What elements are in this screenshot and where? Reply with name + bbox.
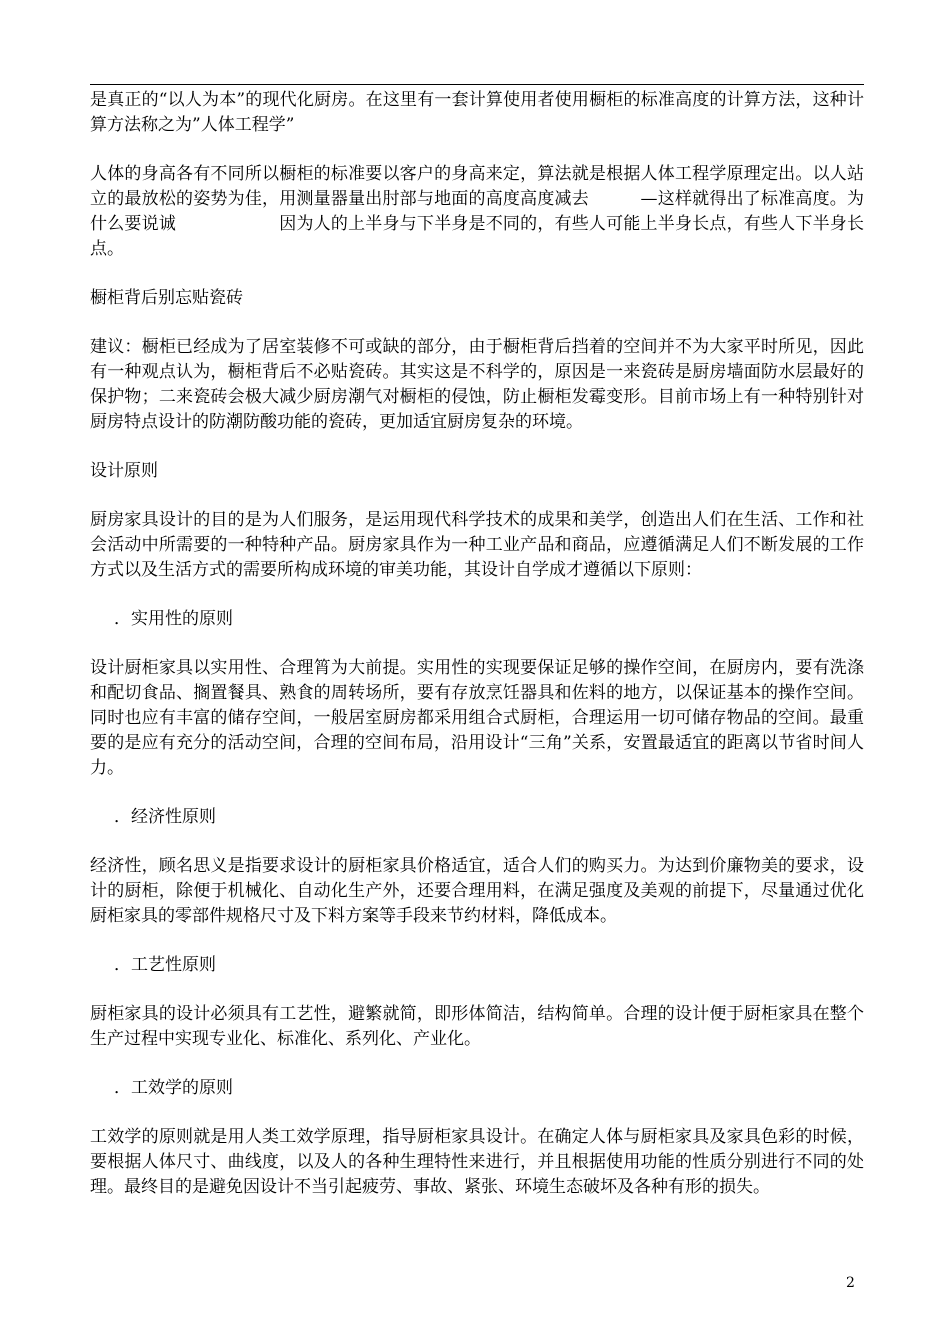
principle-economy: ．经济性原则 [114, 807, 216, 827]
header-rule [90, 84, 864, 85]
document-body [90, 88, 864, 1224]
principle-ergonomics: ．工效学的原则 [114, 1078, 233, 1098]
heading-design-principles: 设计原则 [90, 461, 158, 481]
paragraph-intro: 是真正的“以人为本”的现代化厨房。在这里有一套计算使用者使用橱柜的标准高度的计算方法，这种计算方法称之为”人体工程学” [90, 90, 864, 135]
principle-practicality: ．实用性的原则 [114, 609, 233, 629]
principle-craftsmanship: ．工艺性原则 [114, 955, 216, 975]
paragraph-craftsmanship: 厨柜家具的设计必须具有工艺性，避繁就简，即形体简洁，结构简单。合理的设计便于厨柜家具在整个生产过程中实现专业化、标准化、系列化、产业化。 [90, 1004, 864, 1049]
paragraph-economy: 经济性，顾名思义是指要求设计的厨柜家具价格适宜，适合人们的购买力。为达到价廉物美的要求，设计的厨柜，除便于机械化、自动化生产外，还要合理用料，在满足强度及美观的前提下，尽量通过优化厨柜家具的零部件规格尺寸及下料方案等手段来节约材料，降低成本。 [90, 856, 864, 926]
paragraph-tiles-advice: 建议：橱柜已经成为了居室装修不可或缺的部分，由于橱柜背后挡着的空间并不为大家平时所见，因此有一种观点认为，橱柜背后不必贴瓷砖。其实这是不科学的，原因是一来瓷砖是厨房墙面防水层最好的保护物；二来瓷砖会极大减少厨房潮气对橱柜的侵蚀，防止橱柜发霉变形。目前市场上有一种特别针对厨房特点设计的防潮防酸功能的瓷砖，更加适宜厨房复杂的环境。 [90, 337, 864, 432]
heading-tiles: 橱柜背后别忘贴瓷砖 [90, 288, 243, 308]
paragraph-ergonomics: 工效学的原则就是用人类工效学原理，指导厨柜家具设计。在确定人体与厨柜家具及家具色彩的时候，要根据人体尺寸、曲线度，以及人的各种生理特性来进行，并且根据使用功能的性质分别进行不同的处理。最终目的是避免因设计不当引起疲劳、事故、紧张、环境生态破坏及各种有形的损失。 [90, 1127, 864, 1197]
paragraph-design-purpose: 厨房家具设计的目的是为人们服务，是运用现代科学技术的成果和美学，创造出人们在生活、工作和社会活动中所需要的一种特种产品。厨房家具作为一种工业产品和商品，应遵循满足人们不断发展的工作方式以及生活方式的需要所构成环境的审美功能，其设计自学成才遵循以下原则： [90, 510, 864, 580]
paragraph-standard-height: 人体的身高各有不同所以橱柜的标准要以客户的身高来定，算法就是根据人体工程学原理定出。以人站立的最放松的姿势为佳，用测量器量出肘部与地面的高度高度减去 —这样就得出了标准高度。为什么要说诚 因为人的上半身与下半身是不同的，有些人可能上半身长点，有些人下半身长点。 [90, 164, 864, 259]
paragraph-practicality: 设计厨柜家具以实用性、合理筲为大前提。实用性的实现要保证足够的操作空间，在厨房内，要有洗涤和配切食品、搁置餐具、熟食的周转场所，要有存放烹饪器具和佐料的地方，以保证基本的操作空间。同时也应有丰富的储存空间，一般居室厨房都采用组合式厨柜，合理运用一切可储存物品的空间。最重要的是应有充分的活动空间，合理的空间布局，沿用设计“三角”关系，安置最适宜的距离以节省时间人力。 [90, 658, 864, 778]
page-number: 2 [846, 1275, 855, 1291]
